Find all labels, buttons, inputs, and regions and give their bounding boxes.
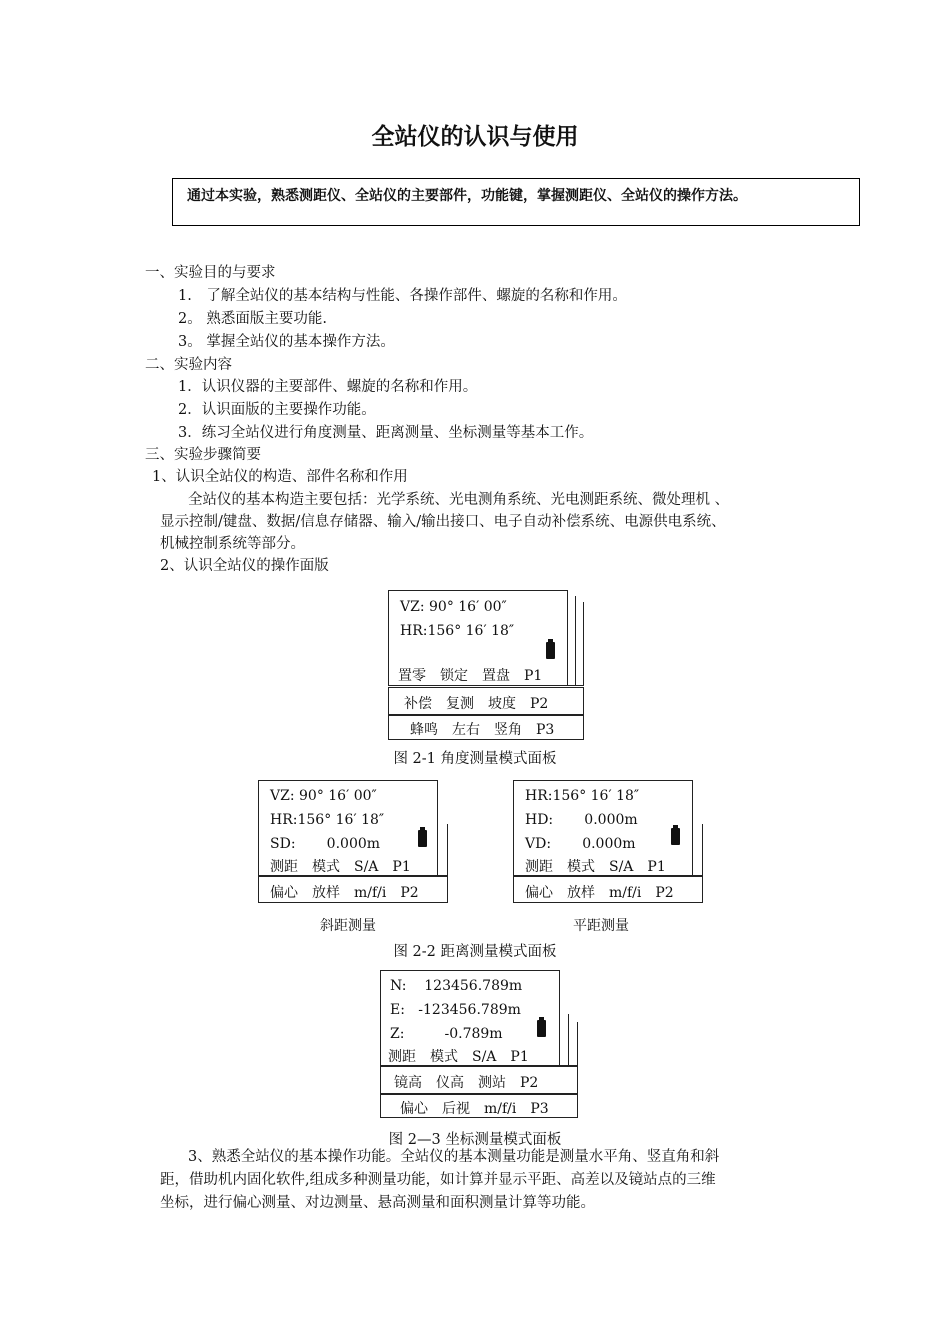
battery-icon (418, 830, 427, 847)
section-1-heading: 一、实验目的与要求 (145, 265, 276, 281)
horiz-softkeys-p1: 测距 模式 S/A P1 (525, 859, 666, 875)
section-2-item: 2．认识面版的主要操作功能。 (178, 402, 376, 418)
section-1-item: 3。 掌握全站仪的基本操作方法。 (178, 334, 395, 350)
angle-softkeys-p2: 补偿 复测 坡度 P2 (404, 696, 549, 712)
angle-softkeys-p3: 蜂鸣 左右 竖角 P3 (410, 722, 555, 738)
coord-n-readout: N: 123456.789m (390, 978, 523, 994)
horizontal-distance-panel (513, 780, 705, 904)
step-1-paragraph-line: 全站仪的基本构造主要包括：光学系统、光电测角系统、光电测距系统、微处理机 、 (188, 492, 730, 508)
horiz-vd-readout: VD: 0.000m (525, 836, 636, 852)
step-1-paragraph-line: 机械控制系统等部分。 (160, 536, 305, 552)
step-3-paragraph-line: 距，借助机内固化软件,组成多种测量功能，如计算并显示平距、高差以及镜站点的三维 (160, 1172, 716, 1188)
slope-hr-readout: HR:156° 16′ 18″ (270, 812, 385, 828)
angle-vz-readout: VZ: 90° 16′ 00″ (400, 599, 507, 615)
coord-softkeys-p3: 偏心 后视 m/f/i P3 (400, 1101, 549, 1117)
horizontal-distance-label: 平距测量 (573, 918, 629, 934)
section-2-item: 3．练习全站仪进行角度测量、距离测量、坐标测量等基本工作。 (178, 425, 594, 441)
coord-softkeys-p1: 测距 模式 S/A P1 (388, 1049, 529, 1065)
figure-caption: 图 2-1 角度测量模式面板 (393, 751, 557, 767)
page-title: 全站仪的认识与使用 (371, 124, 579, 150)
horiz-hr-readout: HR:156° 16′ 18″ (525, 788, 640, 804)
section-1-item: 2。 熟悉面版主要功能. (178, 311, 327, 327)
summary-text: 通过本实验，熟悉测距仪、全站仪的主要部件，功能键，掌握测距仪、全站仪的操作方法。 (187, 188, 747, 204)
horiz-hd-readout: HD: 0.000m (525, 812, 638, 828)
battery-icon (546, 642, 555, 659)
figure-caption: 图 2-2 距离测量模式面板 (393, 944, 557, 960)
step-3-paragraph-line: 3、熟悉全站仪的基本操作功能。全站仪的基本测量功能是测量水平角、竖直角和斜 (188, 1149, 720, 1165)
step-1-heading: 1、认识全站仪的构造、部件名称和作用 (152, 469, 408, 485)
section-1-item: 1. 了解全站仪的基本结构与性能、各操作部件、螺旋的名称和作用。 (178, 288, 627, 304)
battery-icon (537, 1020, 546, 1037)
slope-softkeys-p1: 测距 模式 S/A P1 (270, 859, 411, 875)
section-2-item: 1．认识仪器的主要部件、螺旋的名称和作用。 (178, 379, 478, 395)
angle-softkeys-p1: 置零 锁定 置盘 P1 (398, 668, 543, 684)
slope-sd-readout: SD: 0.000m (270, 836, 381, 852)
horiz-softkeys-p2: 偏心 放样 m/f/i P2 (525, 885, 674, 901)
step-2-heading: 2、认识全站仪的操作面版 (160, 558, 329, 574)
angle-mode-panel (388, 590, 588, 742)
coord-softkeys-p2: 镜高 仪高 测站 P2 (394, 1075, 539, 1091)
section-2-heading: 二、实验内容 (145, 357, 232, 373)
coord-z-readout: Z: -0.789m (390, 1026, 503, 1042)
slope-softkeys-p2: 偏心 放样 m/f/i P2 (270, 885, 419, 901)
coordinate-mode-panel (380, 970, 582, 1120)
section-3-heading: 三、实验步骤简要 (145, 447, 261, 463)
slope-distance-label: 斜距测量 (320, 918, 376, 934)
step-3-paragraph-line: 坐标，进行偏心测量、对边测量、悬高测量和面积测量计算等功能。 (160, 1195, 595, 1211)
coord-e-readout: E: -123456.789m (390, 1002, 521, 1018)
angle-hr-readout: HR:156° 16′ 18″ (400, 623, 515, 639)
figure-caption: 图 2—3 坐标测量模式面板 (388, 1132, 562, 1148)
summary-box (172, 178, 860, 226)
slope-distance-panel (258, 780, 450, 904)
slope-vz-readout: VZ: 90° 16′ 00″ (270, 788, 377, 804)
battery-icon (671, 828, 680, 845)
step-1-paragraph-line: 显示控制/键盘、数据/信息存储器、输入/输出接口、电子自动补偿系统、电源供电系统、 (160, 514, 726, 530)
